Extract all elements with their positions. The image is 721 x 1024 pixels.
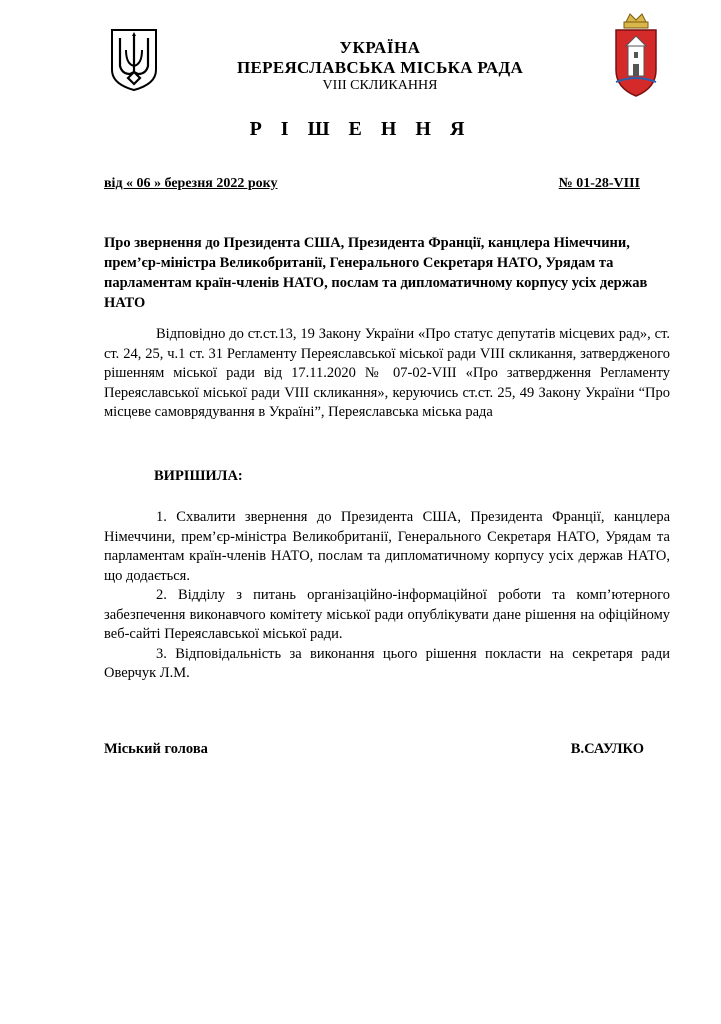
signature-position: Міський голова — [104, 741, 208, 757]
decision-item: 2. Відділу з питань організаційно-інформаційної роботи та комп’ютерного забезпечення виконавчого комітету міської ради опублікувати дане рішення на офіційному веб-сайті Переяславської міської ради. — [104, 587, 670, 642]
council-name: ПЕРЕЯСЛАВСЬКА МІСЬКА РАДА — [236, 58, 524, 77]
convocation-label: VIII СКЛИКАННЯ — [322, 78, 438, 93]
decision-item: 3. Відповідальність за виконання цього рішення покласти на секретаря ради Оверчук Л.М. — [104, 645, 670, 681]
document-header — [160, 38, 600, 94]
trident-coat-of-arms-icon — [110, 28, 158, 92]
decision-number: № 01-28-VIII — [558, 176, 640, 191]
country-name: УКРАЇНА — [339, 38, 421, 57]
signature-name: В.САУЛКО — [570, 741, 644, 757]
decision-subject: Про звернення до Президента США, Президента Франції, канцлера Німеччини, прем’єр-міністра Великобританії, Генерального Секретаря НАТО, Урядам та парламентам країн-членів НАТО, послам та дипломатичному корпусу усіх держав НАТО — [104, 235, 648, 311]
decision-preamble: Відповідно до ст.ст.13, 19 Закону України «Про статус депутатів місцевих рад», ст. ст. 24, 25, ч.1 ст. 31 Регламенту Переяславської міської ради VIII скликання, затвердженого рішенням міської ради від 17.11.2020 № 07-02-VIII «Про затвердження Регламенту Переяславської міської ради VIII скликання», керуючись ст.ст. 25, 49 Закону України “Про місцеве самоврядування в Україні”, Переяславська міська рада — [104, 326, 670, 420]
decision-date: від « 06 » березня 2022 року — [104, 176, 278, 191]
decision-items — [104, 508, 670, 684]
document-title: Р І Ш Е Н Н Я — [249, 118, 472, 140]
decision-item: 1. Схвалити звернення до Президента США, Президента Франції, канцлера Німеччини, прем’єр-міністра Великобританії, Генерального Секретаря НАТО, Урядам та парламентам країн-членів НАТО, послам та дипломатичному корпусу усіх держав НАТО, що додається. — [104, 509, 670, 584]
city-coat-of-arms-icon — [612, 12, 660, 98]
decided-label: ВИРІШИЛА: — [154, 468, 243, 484]
decision-meta — [104, 176, 640, 192]
signature-block — [104, 741, 644, 758]
